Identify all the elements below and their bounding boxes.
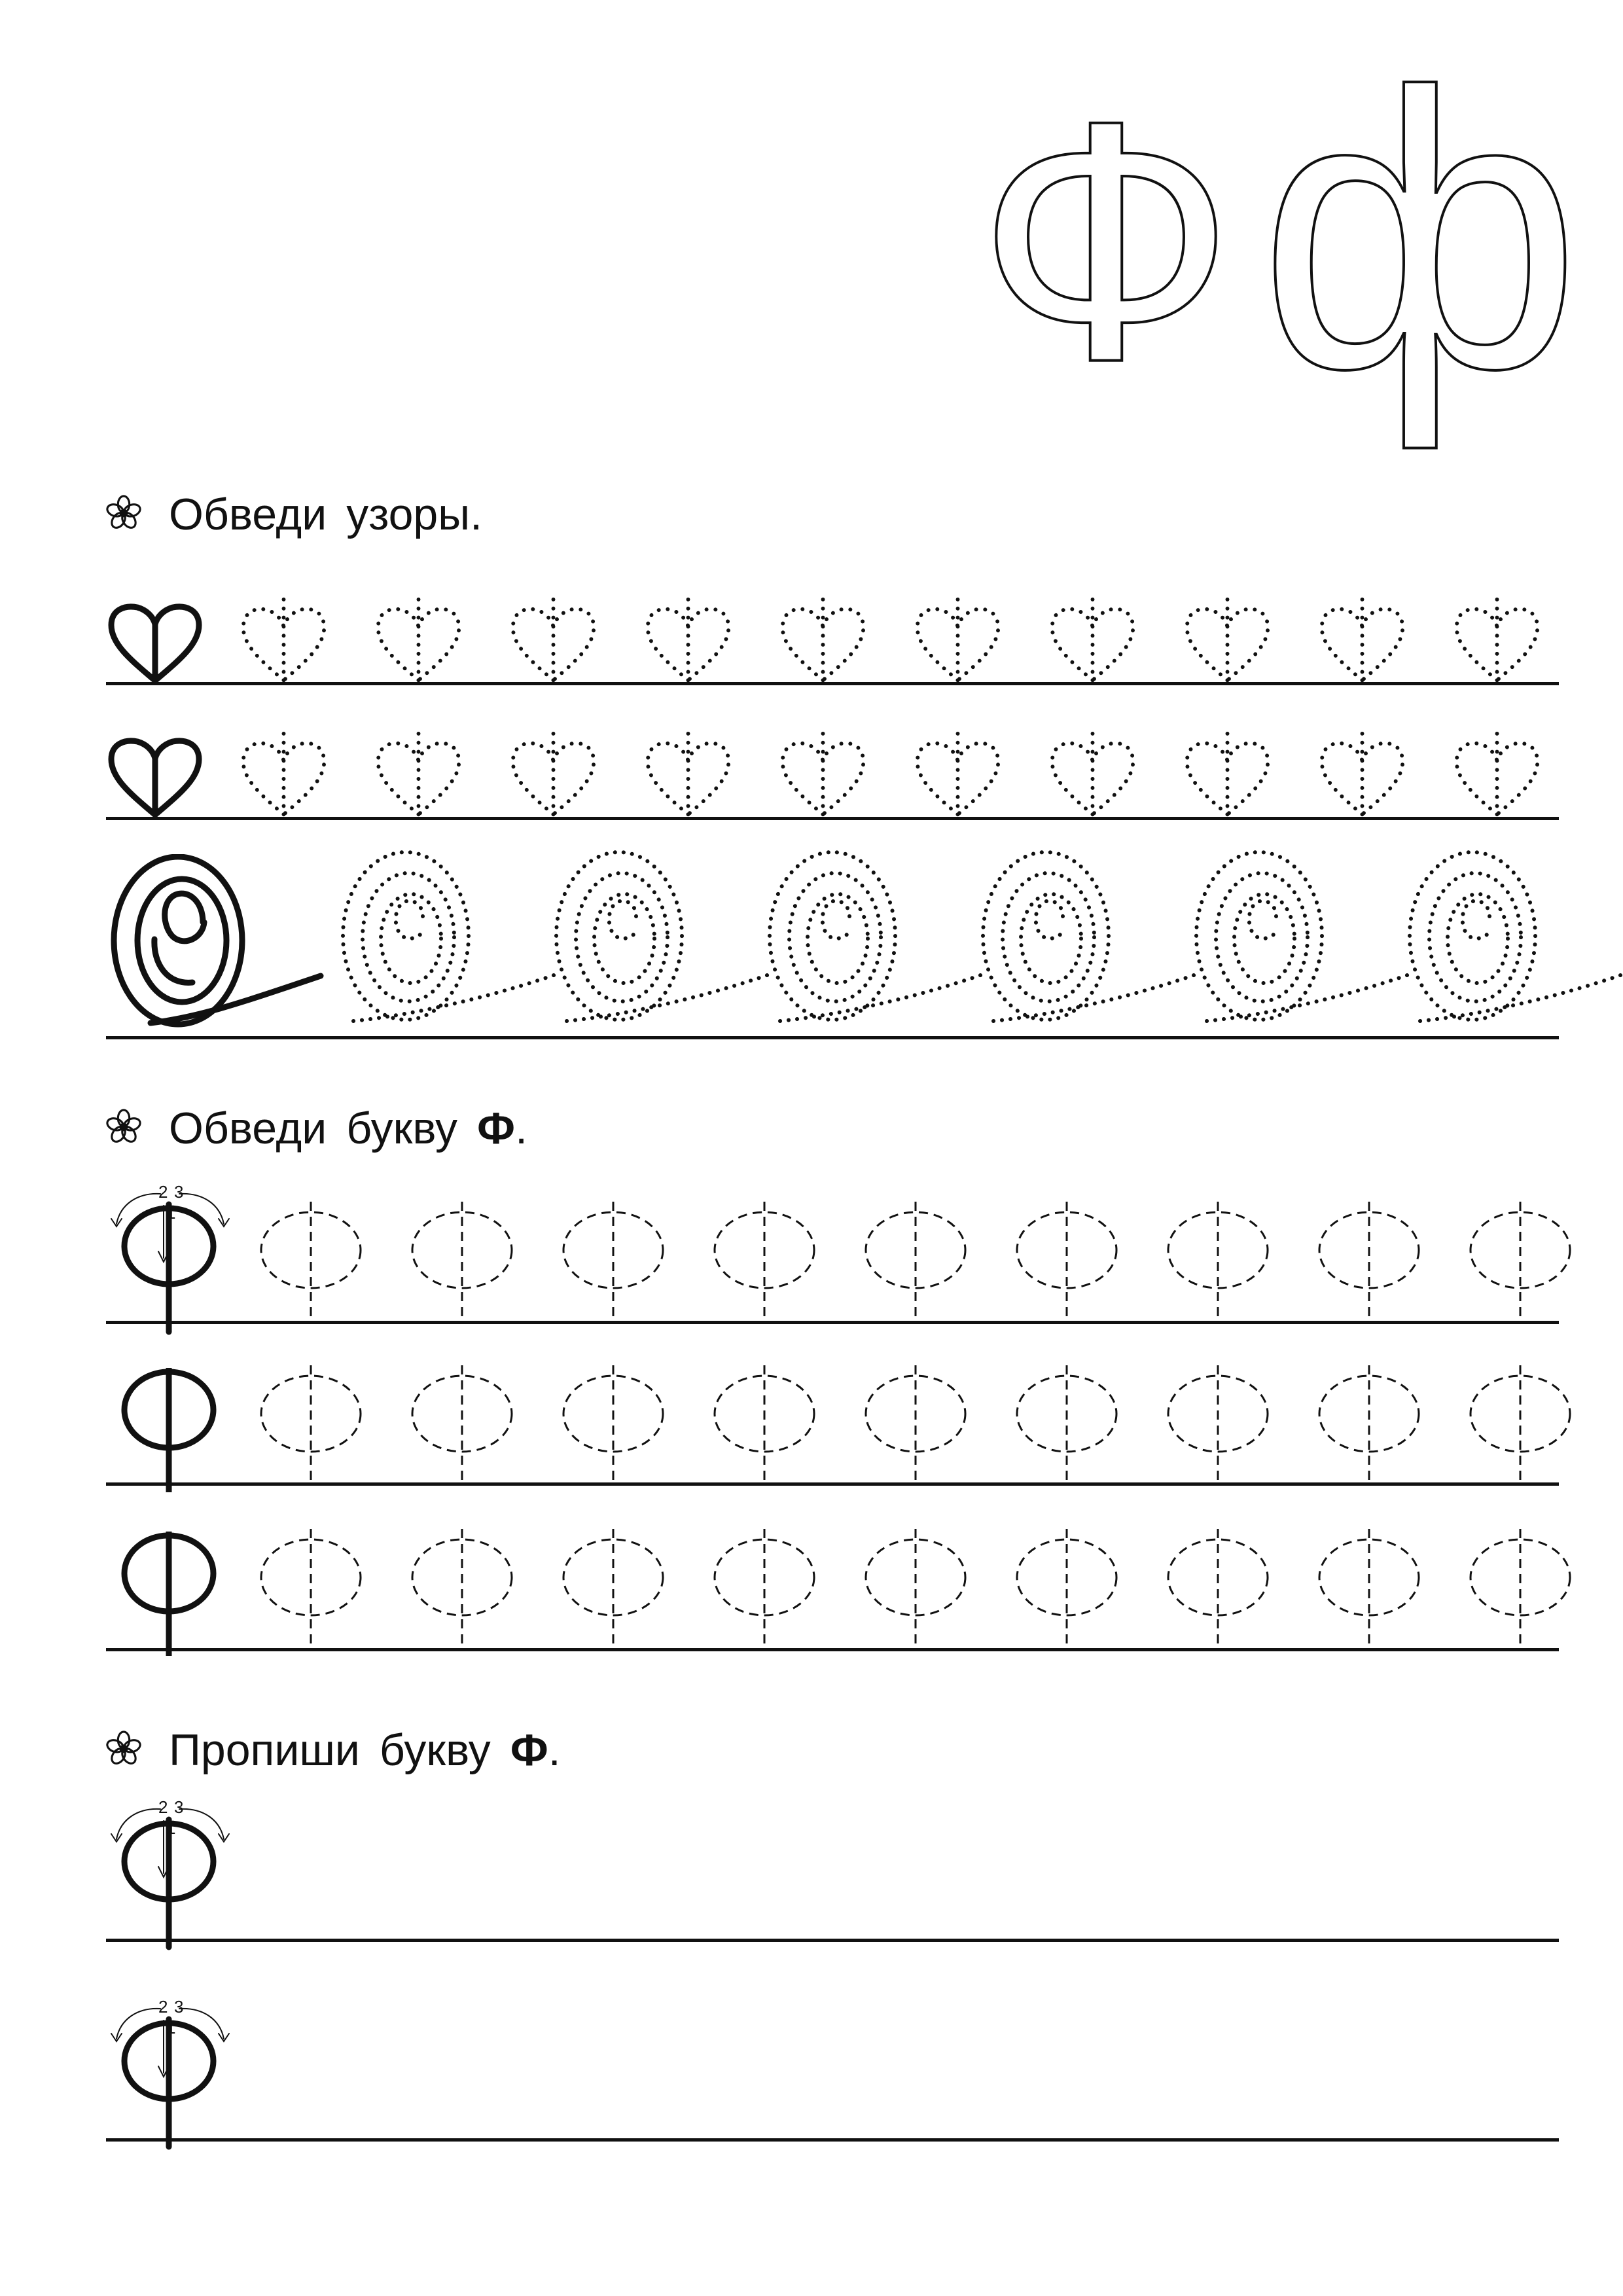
dotted-spiral: [1410, 852, 1623, 1021]
dotted-heart: [1187, 734, 1268, 814]
dashed-letter: [412, 1365, 512, 1483]
dotted-heart: [1052, 734, 1133, 814]
dashed-letter: [715, 1529, 814, 1647]
dotted-spiral: [770, 852, 984, 1021]
stroke-number-1: 1: [166, 1203, 176, 1223]
stroke-number-2: 2: [158, 1182, 168, 1202]
stroke-number-3: 3: [174, 1997, 184, 2017]
dashed-letter: [866, 1529, 965, 1647]
heading-word: Пропиши: [169, 1725, 360, 1775]
dotted-spirals: [0, 838, 1623, 1047]
heading-period: .: [548, 1725, 561, 1775]
dotted-heart: [1322, 600, 1402, 680]
dashed-letter: [715, 1365, 814, 1483]
dotted-heart: [1052, 600, 1133, 680]
dashed-letter: [261, 1365, 361, 1483]
dashed-letter: [412, 1202, 512, 1319]
dotted-heart: [243, 734, 324, 814]
section-heading-write-letter: [105, 1725, 561, 1775]
dashed-letter: [1471, 1365, 1570, 1483]
dashed-letter: [715, 1202, 814, 1319]
stroke-number-2: 2: [158, 1797, 168, 1817]
stroke-number-1: 1: [166, 1818, 176, 1838]
heading-word: узоры.: [346, 490, 483, 539]
dashed-letter: [1168, 1365, 1268, 1483]
heading-word: Обведи: [169, 490, 327, 539]
dashed-letter: [866, 1365, 965, 1483]
dashed-letter: [1168, 1529, 1268, 1647]
dashed-letter: [1168, 1202, 1268, 1319]
dotted-spiral: [556, 852, 771, 1021]
dotted-heart: [513, 734, 594, 814]
heading-word: букву: [379, 1725, 491, 1775]
writing-line: [106, 1939, 1559, 1942]
letter-sample-with-order: [98, 1793, 249, 1954]
dotted-heart: [513, 600, 594, 680]
dotted-heart: [243, 600, 324, 680]
dotted-heart: [648, 734, 728, 814]
dotted-heart: [1457, 600, 1537, 680]
dotted-hearts: [0, 0, 1623, 851]
dashed-letter: [866, 1202, 965, 1319]
dashed-letter: [1017, 1529, 1116, 1647]
dashed-letter: [1319, 1365, 1419, 1483]
dashed-letter: [1471, 1529, 1570, 1647]
dotted-spiral: [343, 852, 558, 1021]
dotted-heart: [378, 734, 459, 814]
dotted-spiral: [983, 852, 1198, 1021]
letter-sample-with-order: [98, 1993, 249, 2153]
dotted-heart: [648, 600, 728, 680]
dashed-letter: [563, 1202, 663, 1319]
dashed-letters: [0, 1165, 1623, 1662]
dotted-heart: [783, 600, 863, 680]
dashed-letter: [1319, 1202, 1419, 1319]
dashed-letter: [563, 1365, 663, 1483]
dashed-letter: [1319, 1529, 1419, 1647]
heading-period: .: [515, 1103, 527, 1153]
stroke-number-2: 2: [158, 1997, 168, 2017]
dotted-heart: [918, 734, 998, 814]
dashed-letter: [412, 1529, 512, 1647]
heading-letter: Ф: [477, 1103, 516, 1153]
dotted-heart: [1187, 600, 1268, 680]
heading-word: Обведи: [169, 1103, 327, 1153]
dotted-heart: [918, 600, 998, 680]
dashed-letter: [261, 1202, 361, 1319]
dashed-letter: [1471, 1202, 1570, 1319]
dotted-heart: [1322, 734, 1402, 814]
section-heading-trace-letter: [105, 1103, 527, 1153]
dotted-heart: [378, 600, 459, 680]
dashed-letter: [1017, 1365, 1116, 1483]
title-letter-lower: ф: [1258, 12, 1582, 450]
title-letter-upper: Ф: [976, 51, 1236, 431]
heading-word: букву: [346, 1103, 458, 1153]
dashed-letter: [1017, 1202, 1116, 1319]
heading-letter: Ф: [510, 1725, 548, 1775]
stroke-number-3: 3: [174, 1182, 184, 1202]
dashed-letter: [261, 1529, 361, 1647]
flower-icon: [105, 1730, 143, 1768]
dotted-heart: [783, 734, 863, 814]
writing-line: [106, 2138, 1559, 2142]
dashed-letter: [563, 1529, 663, 1647]
stroke-number-1: 1: [166, 2018, 176, 2037]
dotted-heart: [1457, 734, 1537, 814]
stroke-number-3: 3: [174, 1797, 184, 1817]
dotted-spiral: [1196, 852, 1411, 1021]
flower-icon: [105, 1108, 143, 1146]
